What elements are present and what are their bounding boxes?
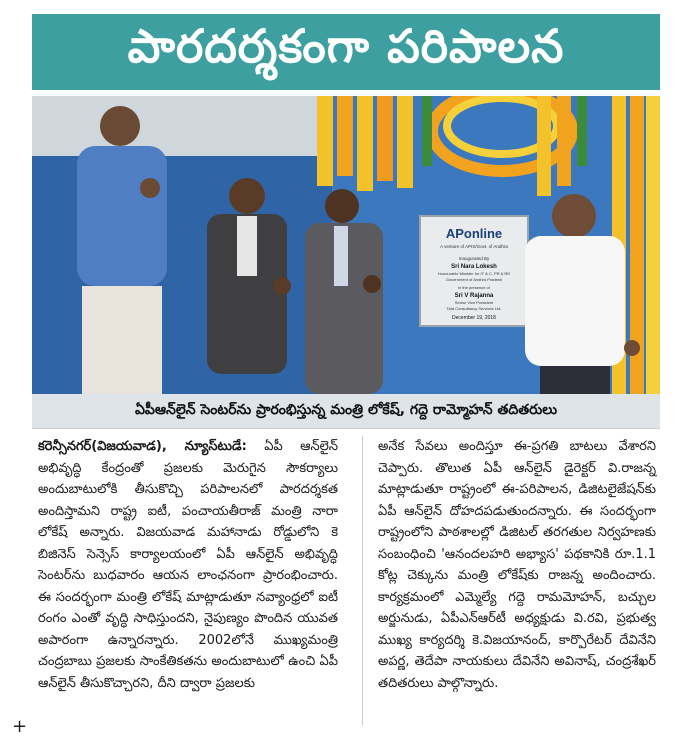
article-body-right: అనేక సేవలు అందిస్తూ ఈ-ప్రగతి బాటలు వేశారని చెప్పారు. తొలుత ఏపీ ఆన్‌లైన్ డైరెక్టర్ వి.రాజన్న మాట్లాడుతూ రాష్ట్రంలో ఈ-పరిపాలన, డిజిటలైజేషన్‌కు ఏపీ ఆన్‌లైన్ దోహదపడుతుందన్నారు. ఈ సందర్భంగా రాష్ట్రంలోని పాఠశాలల్లో డిజిటల్ తరగతుల నిర్వహణకు సంబంధించి 'ఆనందలహరి అభ్యాస' పథకానికి రూ.1.1 కోట్ల చెక్కును మంత్రి లోకేష్‌కు రాజన్న అందించారు. కార్యక్రమంలో ఎమ్మెల్యే గద్దె రామమోహన్, బచ్చుల అర్జునుడు, ఏపీఎన్‌ఆర్‌టీ అధ్యక్షుడు వి.రవి, ప్రభుత్వ ముఖ్య కార్యదర్శి కె.విజయానంద్, కార్పొరేటర్ దేవినేని అపర్ణ, తెదేపా నాయకులు దేవినేని అవినాష్, చంద్రశేఖర్ తదితరులు పాల్గొన్నారు. xyxy=(378,439,656,691)
person-left-clapping xyxy=(77,106,167,394)
article-column-left xyxy=(38,436,338,694)
inauguration-plaque xyxy=(420,216,528,326)
plaque-tagline: A venture of APIS/Govt. of Andhra xyxy=(440,244,508,249)
plaque-line: December 19, 2018 xyxy=(452,315,496,321)
photo-illustration xyxy=(32,96,660,394)
plaque-line: Sri V Rajanna xyxy=(454,293,494,299)
news-photo xyxy=(32,96,660,394)
plaque-line: Tata Consultancy Services Ltd. xyxy=(446,306,502,311)
plaque-line: Senior Vice President xyxy=(454,300,494,305)
crosshair-mark: + xyxy=(12,716,28,737)
plaque-line: Honourable Minister for IT & C, PR & RD xyxy=(437,271,511,276)
article-column-right xyxy=(378,436,656,694)
article-dateline: కరెన్సీనగర్(విజయవాడ), న్యూస్‌టుడే: xyxy=(38,439,247,454)
headline-text: పారదర్శకంగా పరిపాలన xyxy=(127,19,565,73)
plaque-line: Inaugurated By xyxy=(458,256,490,261)
photo-caption: ఏపీఆన్‌లైన్ సెంటర్‌ను ప్రారంభిస్తున్న మంత్రి లోకేష్, గద్దె రామ్మోహన్ తదితరులు xyxy=(32,394,660,429)
column-divider xyxy=(362,436,363,726)
article-body-left: ఏపీ ఆన్‌లైన్ అభివృద్ధి కేంద్రంతో ప్రజలకు మెరుగైన సౌకర్యాలు అందుబాటులోకి తీసుకొచ్చి పరిపాలనలో పారదర్శకత అందిస్తామని రాష్ట్ర ఐటీ, పంచాయతీరాజ్ మంత్రి నారా లోకేష్ అన్నారు. విజయవాడ మహానాడు రోడ్డులోని కె బిజినెస్ సెన్సెస్ కార్యాలయంలో ఏపీ ఆన్‌లైన్ అభివృద్ధి సెంటర్‌ను బుధవారం ఆయన లాంఛనంగా ప్రారంభించారు. ఈ సందర్భంగా మంత్రి లోకేష్ మాట్లాడుతూ నవ్యాంధ్రలో ఐటీ రంగం ఎంతో వృద్ధి సాధిస్తుందని, నైపుణ్యం పొందిన యువత అపారంగా ఉన్నారన్నారు. 2002లోనే ముఖ్యమంత్రి చంద్రబాబు ప్రజలకు సాంకేతికతను అందుబాటులో ఉంచి ఏపీ ఆన్‌లైన్ తీసుకొచ్చారని, దీని ద్వారా ప్రజలకు xyxy=(38,439,338,691)
plaque-line: Government of Andhra Pradesh xyxy=(445,277,503,282)
plaque-logo: APonline xyxy=(445,226,503,241)
plaque-line: Sri Nara Lokesh xyxy=(451,264,497,270)
plaque-line: in the presence of xyxy=(458,285,490,290)
headline-banner xyxy=(32,14,660,90)
